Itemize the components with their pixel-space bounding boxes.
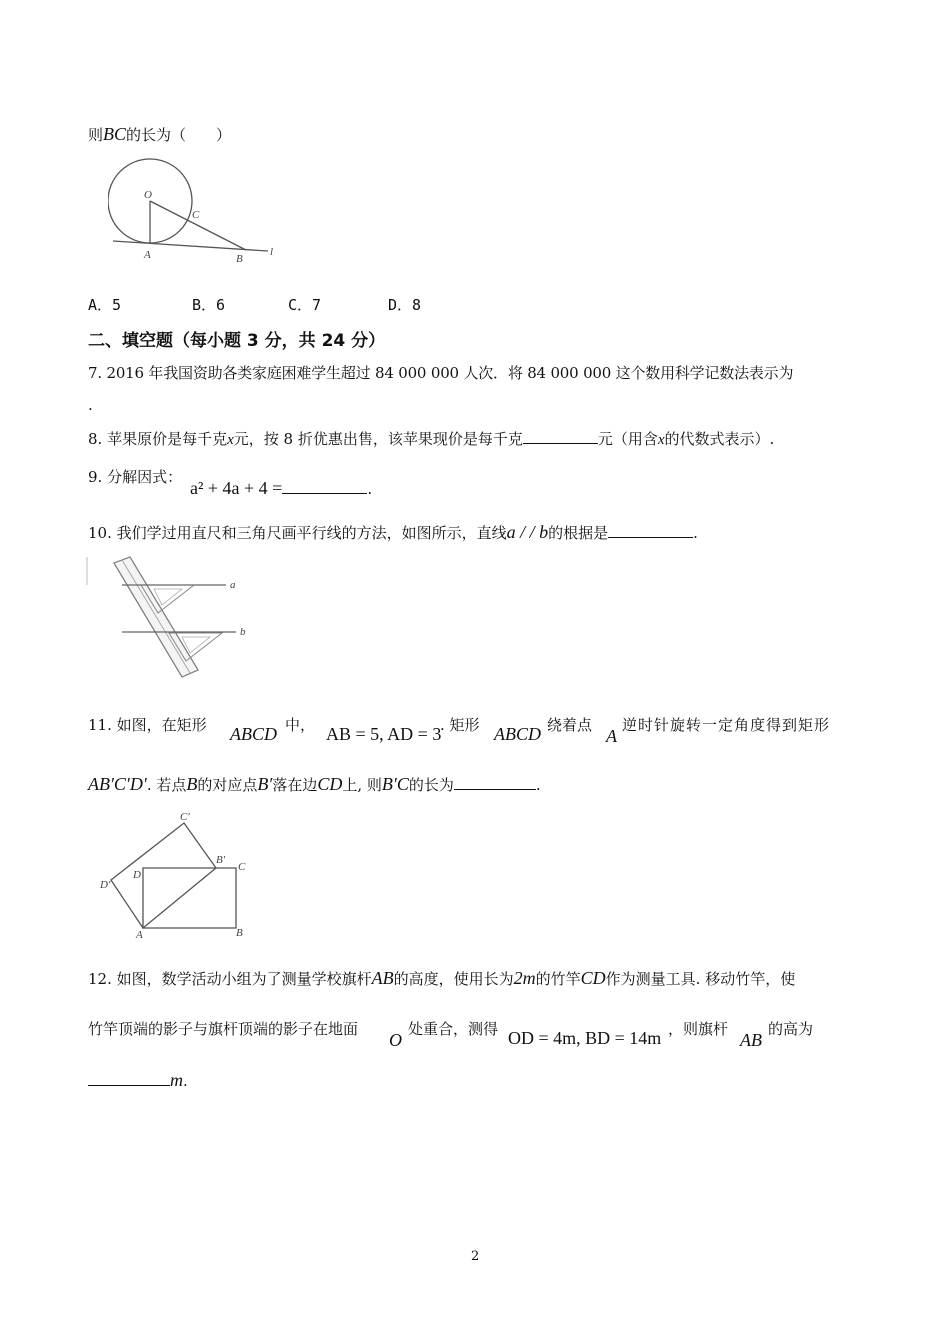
q12-len: 2m [513,968,536,988]
label-b: B [236,927,243,938]
label-b: B [236,253,243,265]
q11-rect2: AB′C′D′ [88,774,147,794]
label-a: A [136,929,143,938]
q8-var-x2: x [657,432,665,448]
q11-p2: 中， [285,716,316,734]
q6-stem [88,124,231,145]
q11-p1: 11. 如图，在矩形 [88,716,207,734]
label-cp: C′ [180,811,190,823]
label-c: C [238,861,246,873]
q7-line2: . [88,396,93,414]
q11-p10: 的长为 [408,776,454,794]
tangent-line-l [113,241,268,251]
q11-side-cd: CD [317,774,343,794]
q11-p7: 的对应点 [197,776,258,794]
q6-option-d: D．8 [388,296,422,314]
q11-p9: 上, 则 [342,776,382,794]
q12-cd: CD [580,968,606,988]
q6-option-a: A．5 [88,296,122,314]
q12-p5: 竹竿顶端的影子与旗杆顶端的影子在地面 [88,1020,359,1038]
q11-bpc: B′C [381,774,409,794]
section-heading: 二、填空题（每小题 3 分，共 24 分） [88,331,386,351]
q12-answer-blank [88,1071,170,1086]
q12-p2: 的高度，使用长为 [393,970,514,988]
q12-p8: 的高为 [768,1020,814,1038]
q10-part1: 10. 我们学过用直尺和三角尺画平行线的方法，如图所示，直线 [88,524,507,542]
q6-suffix: 的长为（ ） [126,126,232,144]
q12-ab2: AB [740,1030,762,1050]
label-a: a [230,579,236,591]
q11-rectangle-figure [98,808,258,938]
q9-expression: a² + 4a + 4 = [190,478,283,498]
q9-answer-blank [282,479,367,494]
q10-end: . [693,524,698,542]
q12-point-o: O [389,1030,402,1050]
q6-bc: BC [103,124,127,144]
q6-option-b: B．6 [192,296,226,314]
q12-line1 [88,968,795,989]
q12-measurements: OD = 4m, BD = 14m [508,1028,662,1048]
q9-label: 9. 分解因式： [88,468,183,486]
q8-part1: 8. 苹果原价是每千克 [88,430,228,448]
label-l: l [270,246,274,258]
q11-point-b: B [186,774,198,794]
label-a: A [144,249,151,261]
q12-p6: 处重合，测得 [408,1020,499,1038]
q10-ruler-figure [86,555,256,680]
q11-point-a: A [606,726,617,746]
q11-abcd2: ABCD [494,724,541,744]
q11-p5: 逆时针旋转一定角度得到矩形 [622,716,831,734]
q7-line1: 7. 2016 年我国资助各类家庭困难学生超过 84 000 000 人次．将 84 000 000 这个数用科学记数法表示为 [88,364,794,382]
q12-p3: 的竹竿 [535,970,581,988]
rectangle-abcd [143,868,236,928]
q8-part3: 元（用含 [597,430,658,448]
q11-p4: 绕着点 [547,716,593,734]
q12-unit: m [170,1070,183,1090]
q8-answer-blank [523,429,598,444]
q8-var-x1: x [227,432,234,448]
q11-p6: . 若点 [146,776,187,794]
q8-part4: 的代数式表示）. [664,430,775,448]
q11-p3: . 矩形 [440,716,480,734]
q11-abcd1: ABCD [230,724,277,744]
label-b: b [240,626,246,638]
label-c: C [192,209,200,221]
q12-p7: ，则旗杆 [668,1020,729,1038]
q11-condition: AB = 5, AD = 3 [326,724,442,744]
q10-stem [88,522,698,543]
q11-p8: 落在边 [272,776,318,794]
q12-p1: 12. 如图，数学活动小组为了测量学校旗杆 [88,970,372,988]
q12-end: . [183,1072,188,1090]
q6-prefix: 则 [88,126,104,144]
page-number: 2 [471,1249,480,1264]
label-d: D [133,869,141,881]
q10-expr: a / / b [506,522,549,542]
q11-answer-blank [454,775,536,790]
q10-part2: 的根据是 [548,524,609,542]
label-dp: D′ [100,879,111,891]
q8-part2: 元，按 8 折优惠出售，该苹果现价是每千克 [233,430,523,448]
label-o: O [144,189,152,201]
q6-option-c: C．7 [288,296,322,314]
q12-ab1: AB [371,968,394,988]
label-bp: B′ [216,854,226,866]
ruler-inner-edge [122,560,190,673]
q11-point-bp: B′ [257,774,273,794]
q12-p4: 作为测量工具. 移动竹竿，使 [605,970,796,988]
q6-circle-figure [108,155,283,270]
q12-answer-row [88,1070,188,1091]
q8-stem [88,428,774,449]
q11-end: . [535,776,541,794]
q9-expression-row [190,478,372,499]
q10-answer-blank [608,523,693,538]
q11-line2 [88,774,541,795]
rectangle-rotated [111,823,216,928]
q9-end: . [367,480,373,498]
